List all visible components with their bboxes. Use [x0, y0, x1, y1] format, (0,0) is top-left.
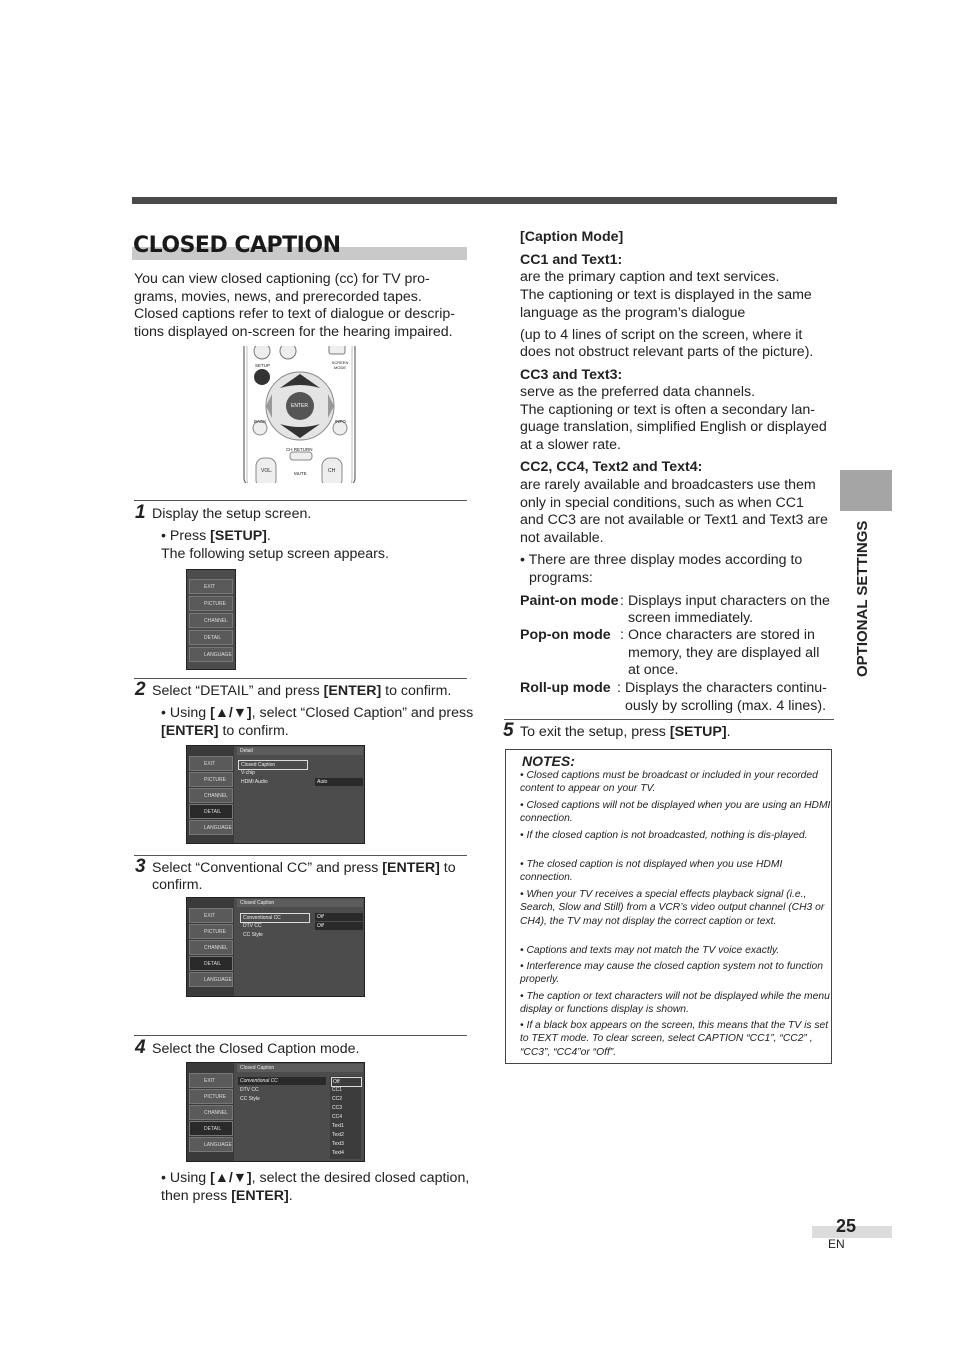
step2-arrows: [▲/▼]: [210, 705, 252, 721]
cc1-line3: language as the program’s dialogue: [520, 305, 746, 321]
remote-ch-label: CH: [328, 468, 336, 474]
cc3-line3: guage translation, simplified English or displayed: [520, 419, 827, 435]
paint-on-text2: screen immediately.: [628, 610, 754, 626]
pop-on-text2: memory, they are displayed all: [628, 645, 820, 661]
step1-bullet-suffix: .: [266, 528, 271, 544]
note-item: • If the closed caption is not broadcasted, nothing is dis-played.: [520, 830, 808, 841]
note-item: • The caption or text characters will not be displayed while the menu display or functions display is shown.: [520, 991, 830, 1016]
section-label-text: OPTIONAL SETTINGS: [854, 520, 871, 677]
note-item: • The closed caption is not displayed when you use HDMI connection.: [520, 859, 783, 884]
menu-header: Closed Caption: [237, 1064, 363, 1072]
option-cc2[interactable]: CC2: [332, 1096, 343, 1102]
remote-vol-label: VOL.: [261, 468, 273, 474]
pop-on-label: Pop-on mode: [520, 627, 611, 643]
step4-bullet-a: • Using: [161, 1170, 211, 1186]
detail-menu-screen: [186, 745, 365, 844]
dtv-cc-option[interactable]: DTV CC: [243, 923, 262, 929]
step2-key: [ENTER]: [323, 683, 382, 699]
step3-text-c: to: [439, 860, 456, 876]
cc3-heading: CC3 and Text3:: [520, 367, 623, 383]
step2-bullet: [161, 705, 473, 723]
option-cc4[interactable]: CC4: [332, 1114, 343, 1120]
option-text4[interactable]: Text4: [332, 1150, 344, 1156]
step2-bullet-c: , select “Closed Caption” and press: [251, 705, 474, 721]
step2-text-c: to confirm.: [381, 683, 452, 699]
cc-style-option[interactable]: CC Style: [240, 1096, 260, 1102]
step2-bullet-line2: [161, 723, 289, 741]
cc1-extra-line2: does not obstruct relevant parts of the picture).: [520, 344, 814, 360]
step2-number: 2: [135, 679, 146, 700]
step4-bullet: [161, 1170, 469, 1188]
note-item: • Captions and texts may not match the TV voice exactly.: [520, 945, 780, 956]
option-cc1[interactable]: CC1: [332, 1087, 343, 1093]
menu-item-language[interactable]: LANGUAGE: [189, 972, 233, 987]
menu-item-exit[interactable]: EXIT: [189, 908, 233, 923]
cc3-line2: The captioning or text is often a secondary lan-: [520, 402, 815, 418]
closed-caption-menu-screen: [186, 897, 365, 997]
cc2-heading: CC2, CC4, Text2 and Text4:: [520, 459, 703, 475]
caption-mode-menu-screen: [186, 1062, 365, 1162]
modes-intro-line1: • There are three display modes according to: [520, 552, 803, 568]
pop-on-text3: at once.: [628, 662, 679, 678]
menu-item-detail[interactable]: DETAIL: [189, 804, 233, 819]
menu-item-picture[interactable]: PICTURE: [189, 596, 233, 611]
menu-item-detail[interactable]: DETAIL: [189, 956, 233, 971]
roll-up-colon: :: [617, 680, 621, 696]
remote-setup-label: SETUP: [255, 363, 271, 368]
menu-item-channel[interactable]: CHANNEL: [189, 1105, 233, 1120]
note-item: • If a black box appears on the screen, this means that the TV is set to TEXT mode. To clear screen, select CAPTION “CC1”, “CC2” , “CC3”, “CC4”or “Off”.: [520, 1020, 829, 1058]
step3-text-line2: confirm.: [152, 877, 203, 893]
step1-bullet-line2: The following setup screen appears.: [161, 546, 389, 562]
menu-item-language[interactable]: LANGUAGE: [189, 647, 233, 662]
enter-button[interactable]: ENTER: [291, 403, 308, 409]
menu-item-language[interactable]: LANGUAGE: [189, 1137, 233, 1152]
section-tab: [840, 470, 892, 511]
note-item: • Closed captions will not be displayed when you are using an HDMI connection.: [520, 800, 831, 825]
step4-arrows: [▲/▼]: [210, 1170, 252, 1186]
option-text1[interactable]: Text1: [332, 1123, 344, 1129]
step4-bullet-line2-a: then press: [161, 1188, 232, 1204]
top-rule: [132, 197, 837, 204]
menu-item-detail[interactable]: DETAIL: [189, 1121, 233, 1136]
cc2-line2: only in special conditions, such as when CC1: [520, 495, 804, 511]
conventional-cc-option[interactable]: Conventional CC: [238, 1077, 326, 1085]
cc2-line3: and CC3 are not available or Text1 and Text3 are: [520, 512, 828, 528]
remote-mute-label: MUTE: [294, 471, 307, 476]
modes-intro-line2: programs:: [529, 570, 593, 586]
notes-box: [505, 749, 832, 1064]
notes-title: NOTES:: [522, 753, 575, 769]
note-item: • When your TV receives a special effects playback signal (i.e., Search, Slow and Still) from a VCR’s video output channel (CH3 or CH4), the TV may not display the correct caption or text.: [520, 889, 825, 927]
menu-item-channel[interactable]: CHANNEL: [189, 940, 233, 955]
hdmi-audio-option[interactable]: HDMI Audio: [241, 779, 268, 785]
cc2-line4: not available.: [520, 530, 604, 546]
step1-bullet: [161, 528, 271, 546]
cc1-line1: are the primary caption and text services.: [520, 269, 780, 285]
step3-number: 3: [135, 856, 146, 877]
setup-menu-screen: [186, 569, 236, 670]
step4-text: Select the Closed Caption mode.: [152, 1041, 360, 1057]
caption-options-list: [330, 1076, 361, 1159]
step4-bullet-line2-c: .: [288, 1188, 293, 1204]
roll-up-text2: ously by scrolling (max. 4 lines).: [625, 698, 827, 714]
step2-bullet-a: • Using: [161, 705, 211, 721]
hdmi-audio-value[interactable]: Auto: [315, 778, 363, 786]
menu-item-picture[interactable]: PICTURE: [189, 772, 233, 787]
dtv-cc-option[interactable]: DTV CC: [240, 1087, 259, 1093]
menu-item-picture[interactable]: PICTURE: [189, 924, 233, 939]
step1-key: [SETUP]: [210, 528, 267, 544]
remote-illustration: [242, 346, 357, 483]
menu-item-exit[interactable]: EXIT: [189, 579, 233, 594]
remote-back-label: BACK: [254, 419, 267, 424]
note-item: • Closed captions must be broadcast or included in your recorded content to appear on your TV.: [520, 770, 818, 795]
remote-info-label: INFO: [335, 419, 346, 424]
menu-item-picture[interactable]: PICTURE: [189, 1089, 233, 1104]
cc3-line4: at a slower rate.: [520, 437, 621, 453]
note-item: • Interference may cause the closed caption system not to function properly.: [520, 961, 823, 986]
closed-caption-option[interactable]: Closed Caption: [238, 760, 308, 770]
page-title: CLOSED CAPTION: [133, 233, 341, 258]
cc3-line1: serve as the preferred data channels.: [520, 384, 756, 400]
step2-text-a: Select “DETAIL” and press: [152, 683, 324, 699]
step5-key: [SETUP]: [669, 724, 727, 740]
page-number: 25: [836, 1216, 857, 1236]
cc-style-option[interactable]: CC Style: [243, 932, 263, 938]
menu-item-detail[interactable]: DETAIL: [189, 630, 233, 645]
step4-number: 4: [135, 1037, 146, 1058]
option-cc3[interactable]: CC3: [332, 1105, 343, 1111]
step5-rule: [504, 719, 834, 720]
menu-item-channel[interactable]: CHANNEL: [189, 788, 233, 803]
step5-number: 5: [503, 720, 514, 741]
menu-header: Closed Caption: [237, 899, 363, 907]
step2-enter-key: [ENTER]: [161, 723, 219, 739]
paint-on-colon: :: [620, 593, 624, 609]
option-text2[interactable]: Text2: [332, 1132, 344, 1138]
option-text3[interactable]: Text3: [332, 1141, 344, 1147]
pop-on-colon: :: [620, 627, 624, 643]
cc1-extra-line1: (up to 4 lines of script on the screen, where it: [520, 327, 803, 343]
step4-bullet-line2: [161, 1188, 293, 1206]
paint-on-text1: Displays input characters on the: [628, 593, 830, 609]
step2-rule: [134, 678, 467, 679]
cc1-heading: CC1 and Text1:: [520, 252, 623, 268]
menu-item-exit[interactable]: EXIT: [189, 1073, 233, 1088]
step3-text-a: Select “Conventional CC” and press: [152, 860, 383, 876]
vchip-option[interactable]: V-chip: [241, 770, 255, 776]
language-code: EN: [828, 1237, 845, 1251]
step1-bullet-prefix: • Press: [161, 528, 211, 544]
paint-on-label: Paint-on mode: [520, 593, 619, 609]
roll-up-text1: Displays the characters continu-: [625, 680, 827, 696]
conventional-cc-option[interactable]: Conventional CC: [240, 913, 310, 923]
option-off[interactable]: Off: [331, 1077, 362, 1087]
step1-rule: [134, 500, 467, 501]
step3-key: [ENTER]: [382, 860, 440, 876]
step4-rule: [134, 1035, 467, 1036]
caption-mode-heading: [Caption Mode]: [520, 229, 624, 245]
step5-text-a: To exit the setup, press: [520, 724, 670, 740]
step2-bullet-end: to confirm.: [218, 723, 289, 739]
step4-bullet-c: , select the desired closed caption,: [251, 1170, 470, 1186]
remote-screen-mode-label: SCREEN MODE: [331, 360, 349, 370]
step3-rule: [134, 855, 467, 856]
roll-up-label: Roll-up mode: [520, 680, 611, 696]
menu-item-channel[interactable]: CHANNEL: [189, 613, 233, 628]
step1-number: 1: [135, 502, 146, 523]
section-label: [852, 512, 872, 677]
step1-text: Display the setup screen.: [152, 506, 312, 522]
step4-enter-key: [ENTER]: [231, 1188, 289, 1204]
dtv-cc-value[interactable]: Off: [315, 922, 363, 930]
conventional-cc-value[interactable]: Off: [315, 913, 363, 921]
pop-on-text1: Once characters are stored in: [628, 627, 815, 643]
step2-text: [152, 683, 451, 701]
step3-text: [152, 860, 456, 878]
cc1-line2: The captioning or text is displayed in the same: [520, 287, 812, 303]
remote-ch-return-label: CH RETURN: [286, 447, 313, 452]
step5-text: [520, 724, 731, 742]
cc2-line1: are rarely available and broadcasters use them: [520, 477, 816, 493]
section-label-svg: [852, 512, 872, 677]
menu-header: Detail: [237, 747, 363, 755]
step5-text-c: .: [726, 724, 731, 740]
menu-item-language[interactable]: LANGUAGE: [189, 820, 233, 835]
intro-paragraph: You can view closed captioning (cc) for TV pro-grams, movies, news, and prerecorded tapes. Closed captions refer to text of dialogue or descrip-tions displayed on-screen for the hearing impaired.: [134, 271, 455, 340]
menu-item-exit[interactable]: EXIT: [189, 756, 233, 771]
